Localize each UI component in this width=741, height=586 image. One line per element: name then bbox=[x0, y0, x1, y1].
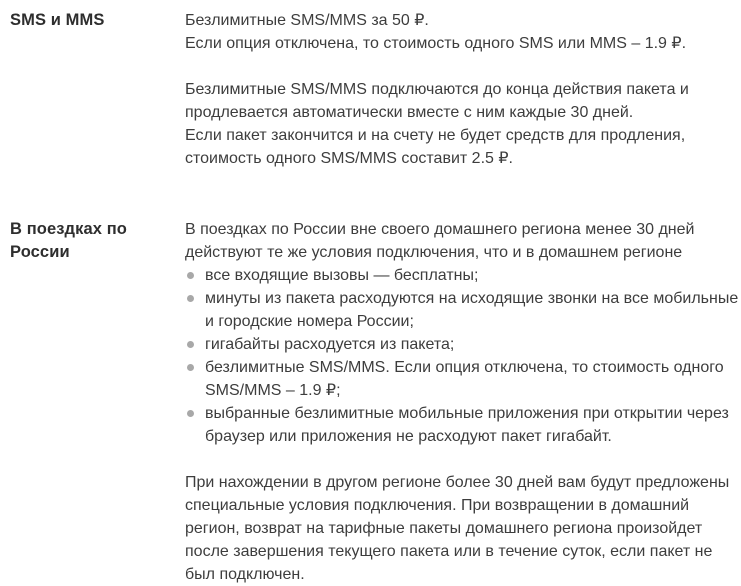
section-travel-russia bbox=[10, 218, 739, 586]
list-item-text: минуты из пакета расходуются на исходящие звонки на все мобильные и городские номера России; bbox=[205, 290, 739, 330]
bullet-icon bbox=[187, 295, 194, 302]
paragraph bbox=[185, 218, 741, 264]
list-item bbox=[185, 402, 741, 448]
section-label: SMS и MMS bbox=[10, 11, 105, 29]
section-sms-mms bbox=[10, 9, 735, 170]
list-item bbox=[185, 333, 741, 356]
list-item bbox=[185, 264, 741, 287]
bullet-icon bbox=[187, 410, 194, 417]
list-item bbox=[185, 356, 741, 402]
paragraph bbox=[185, 471, 741, 586]
list-item-text: гигабайты расходуется из пакета; bbox=[205, 336, 455, 353]
text-line: При нахождении в другом регионе более 30 дней вам будут предложены специальные условия подключения. При возвращении в домашний регион, возврат на тарифные пакеты домашнего региона произойдет после завершения текущего пакета или в течение суток, если пакет не был подключен. bbox=[185, 474, 730, 583]
text-line: Безлимитные SMS/MMS подключаются до конца действия пакета и продлевается автоматически вместе с ним каждые 30 дней. bbox=[185, 81, 689, 121]
bullet-icon bbox=[187, 341, 194, 348]
text-line: Если опция отключена, то стоимость одного SMS или MMS – 1.9 ₽. bbox=[185, 35, 687, 52]
text-line: Если пакет закончится и на счету не будет средств для продления, стоимость одного SMS/MMS составит 2.5 ₽. bbox=[185, 127, 686, 167]
conditions-list bbox=[185, 264, 741, 448]
list-item-text: все входящие вызовы — бесплатны; bbox=[205, 267, 479, 284]
list-item-text: безлимитные SMS/MMS. Если опция отключена, то стоимость одного SMS/MMS – 1.9 ₽; bbox=[205, 359, 724, 399]
paragraph bbox=[185, 9, 741, 55]
paragraph bbox=[185, 78, 741, 170]
list-item bbox=[185, 287, 741, 333]
bullet-icon bbox=[187, 272, 194, 279]
bullet-icon bbox=[187, 364, 194, 371]
section-content bbox=[185, 9, 741, 170]
section-label: В поездках по России bbox=[10, 220, 127, 261]
section-content bbox=[185, 218, 741, 586]
text-line: Безлимитные SMS/MMS за 50 ₽. bbox=[185, 12, 429, 29]
list-item-text: выбранные безлимитные мобильные приложения при открытии через браузер или приложения не расходуют пакет гигабайт. bbox=[205, 405, 729, 445]
text-line: В поездках по России вне своего домашнего региона менее 30 дней действуют те же условия подключения, что и в домашнем регионе bbox=[185, 221, 695, 261]
